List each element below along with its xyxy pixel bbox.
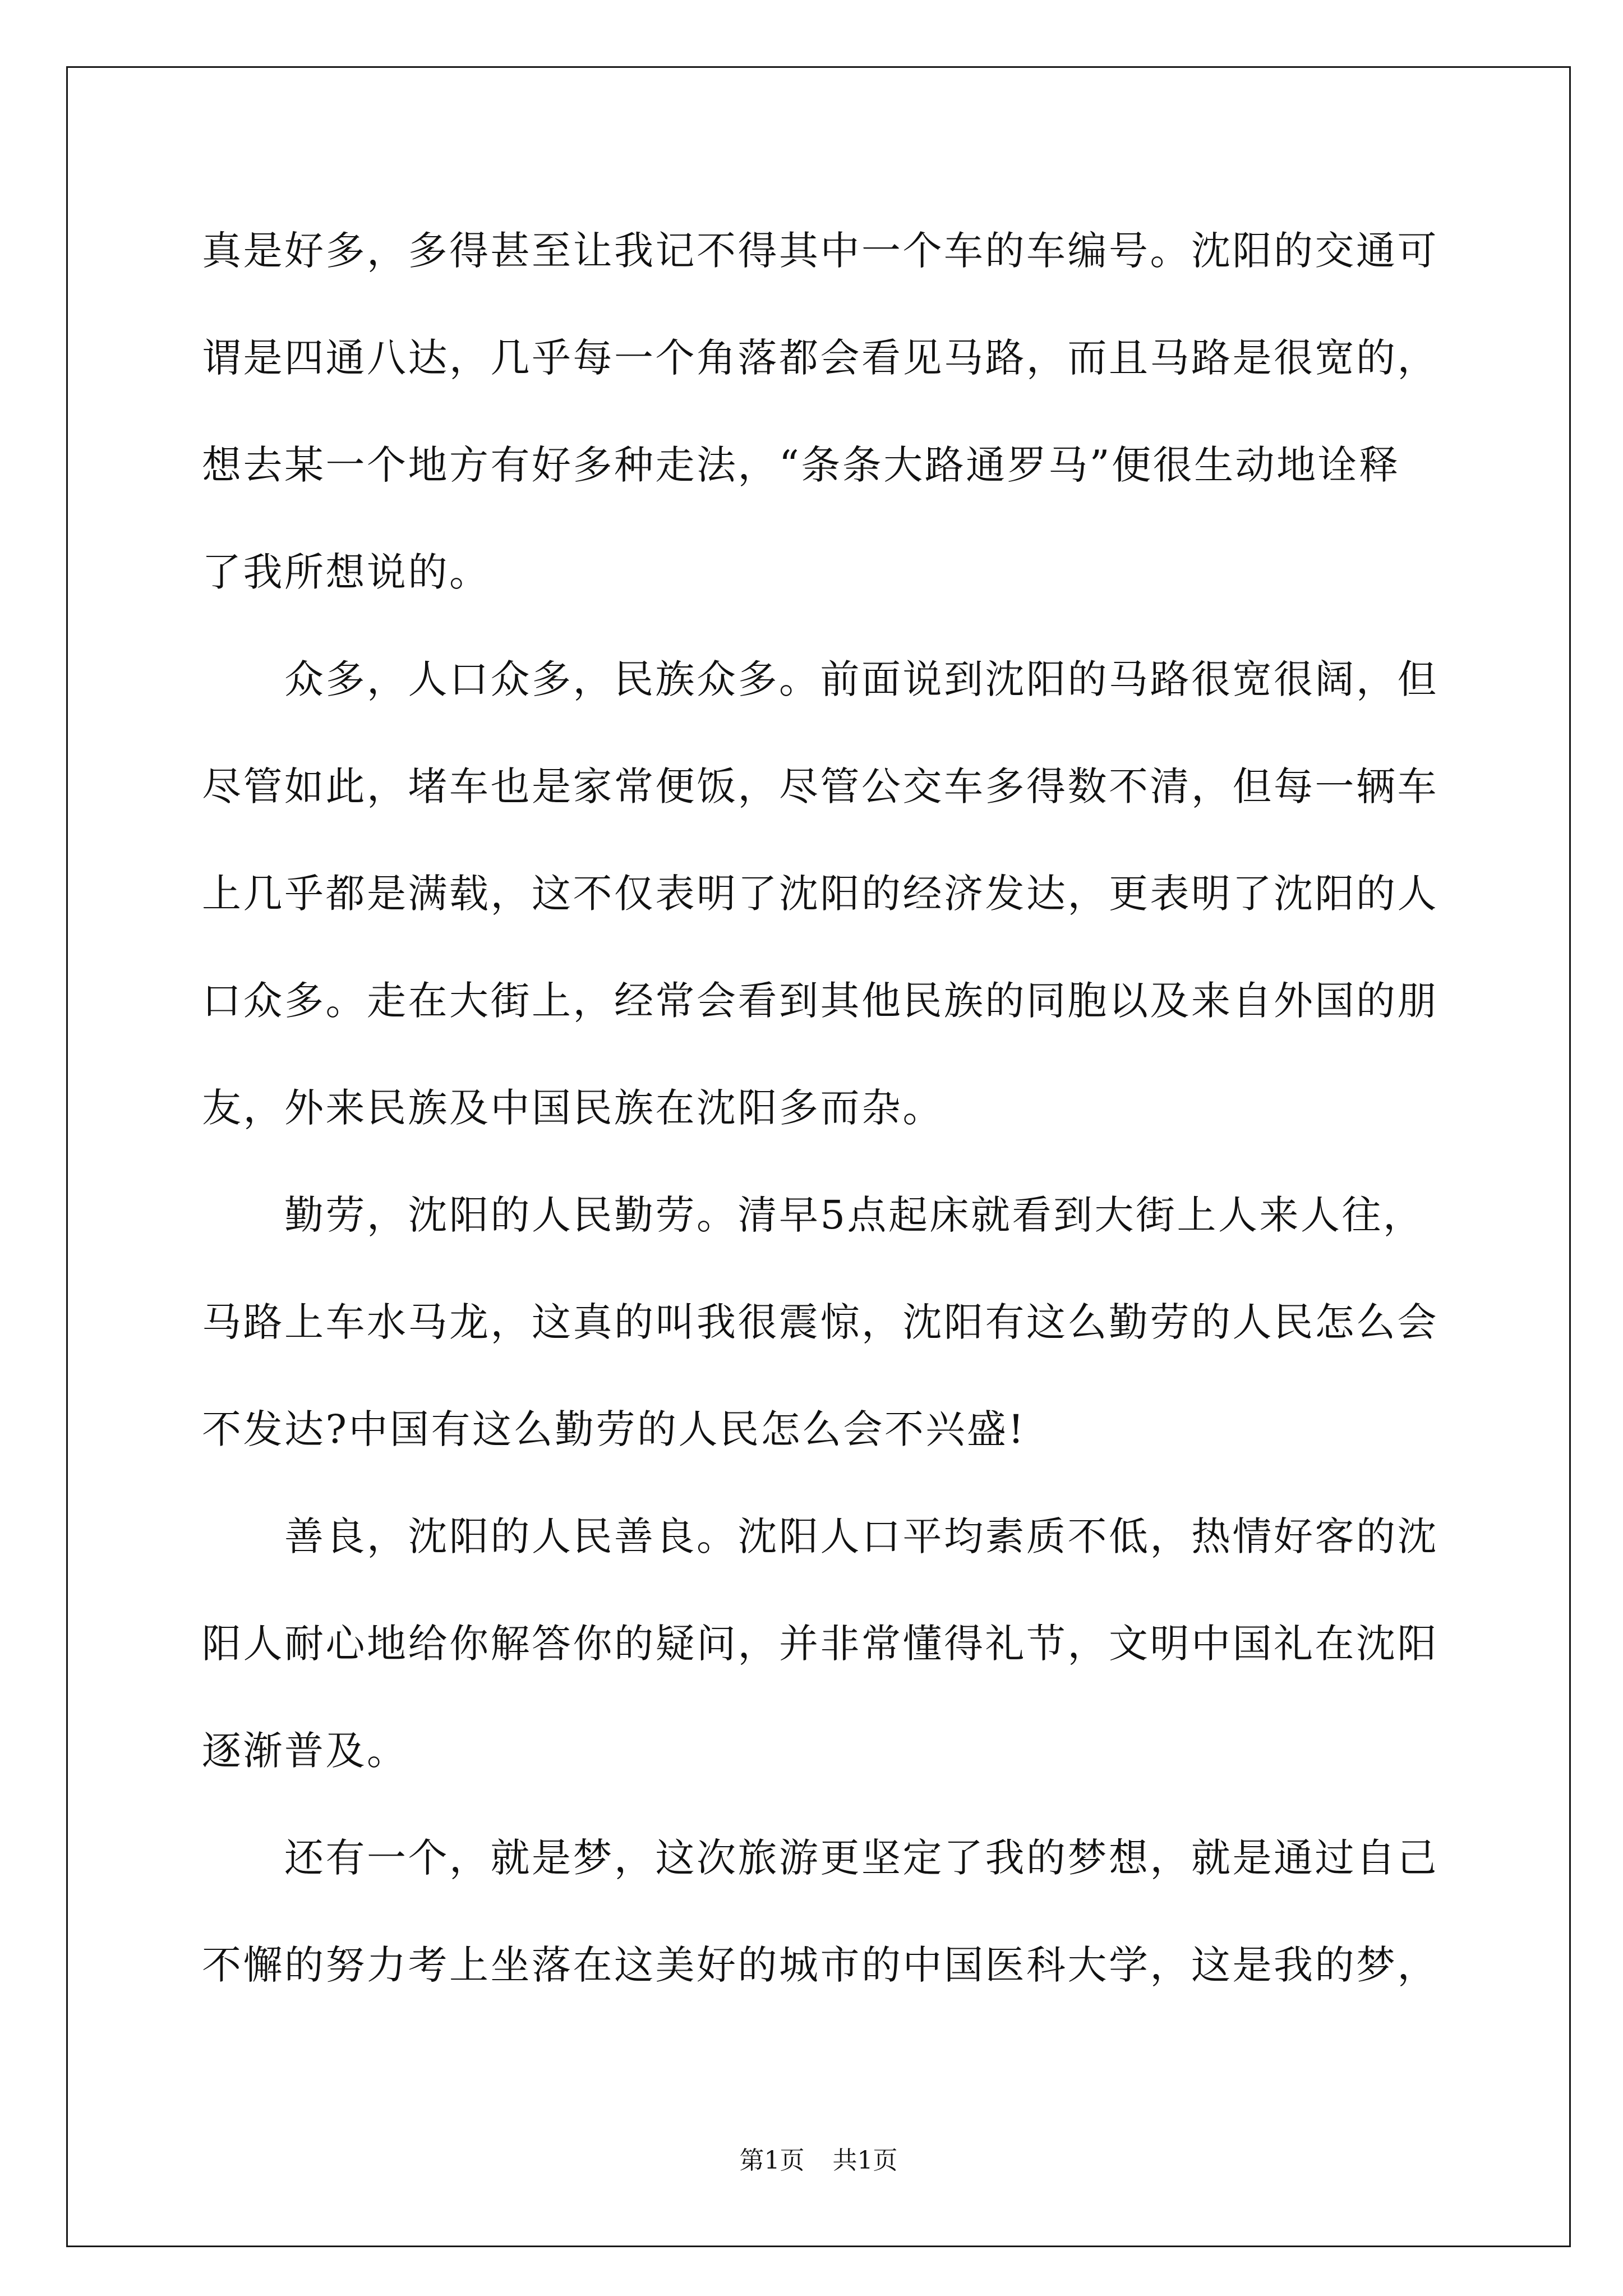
paragraph-dream xyxy=(202,1805,1453,2019)
text-line: 谓是四通八达，几乎每一个角落都会看见马路，而且马路是很宽的， xyxy=(202,335,1438,381)
text-line: 还有一个，就是梦，这次旅游更坚定了我的梦想，就是通过自己 xyxy=(284,1835,1438,1881)
page-number-current: 第1页 xyxy=(739,2146,805,2175)
text-line: 真是好多，多得甚至让我记不得其中一个车的车编号。沈阳的交通可 xyxy=(202,228,1438,274)
paragraph-population xyxy=(202,626,1453,1162)
document-body xyxy=(202,197,1453,2019)
text-line: 不发达?中国有这么勤劳的人民怎么会不兴盛! xyxy=(202,1406,1026,1452)
text-line: 想去某一个地方有好多种走法，“条条大路通罗马”便很生动地诠释 xyxy=(202,442,1400,488)
paragraph-kindness xyxy=(202,1483,1453,1805)
text-line: 马路上车水马龙，这真的叫我很震惊，沈阳有这么勤劳的人民怎么会 xyxy=(202,1299,1438,1345)
text-line: 尽管如此，堵车也是家常便饭，尽管公交车多得数不清，但每一辆车 xyxy=(202,763,1438,809)
text-line: 上几乎都是满载，这不仅表明了沈阳的经济发达，更表明了沈阳的人 xyxy=(202,871,1438,917)
text-line: 逐渐普及。 xyxy=(202,1728,408,1774)
paragraph-continued xyxy=(202,197,1453,626)
text-line: 口众多。走在大街上，经常会看到其他民族的同胞以及来自外国的朋 xyxy=(202,978,1438,1024)
text-line: 善良，沈阳的人民善良。沈阳人口平均素质不低，热情好客的沈 xyxy=(284,1513,1438,1559)
text-line: 了我所想说的。 xyxy=(202,549,491,595)
text-line: 勤劳，沈阳的人民勤劳。清早5点起床就看到大街上人来人往， xyxy=(284,1192,1424,1238)
page-count-total: 共1页 xyxy=(832,2146,898,2175)
text-line: 不懈的努力考上坐落在这美好的城市的中国医科大学，这是我的梦， xyxy=(202,1942,1438,1988)
text-line: 友，外来民族及中国民族在沈阳多而杂。 xyxy=(202,1085,944,1131)
page-footer xyxy=(66,2144,1571,2178)
text-line: 阳人耐心地给你解答你的疑问，并非常懂得礼节，文明中国礼在沈阳 xyxy=(202,1621,1438,1667)
paragraph-diligence xyxy=(202,1162,1453,1483)
text-line: 众多，人口众多，民族众多。前面说到沈阳的马路很宽很阔，但 xyxy=(284,656,1438,702)
